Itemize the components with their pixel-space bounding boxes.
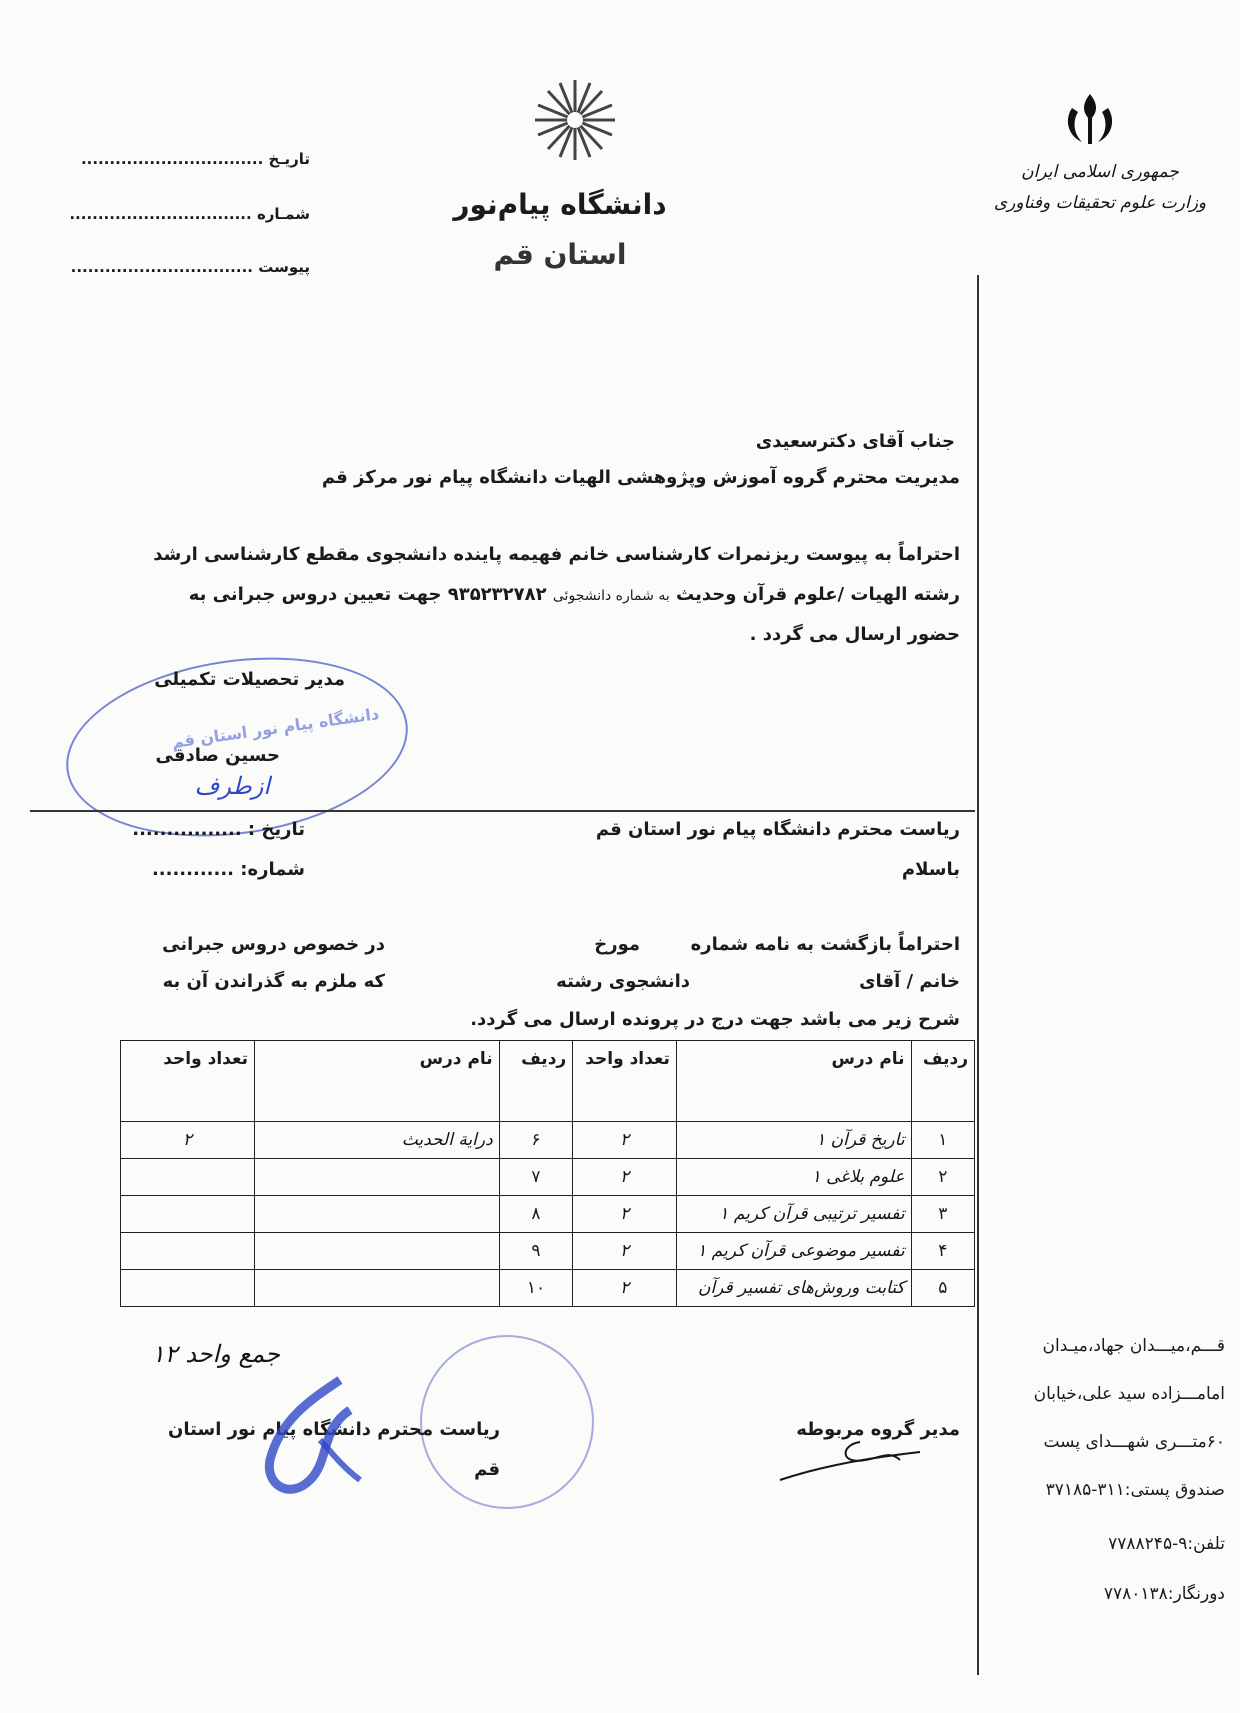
letter2-line1-a: احتراماً بازگشت به نامه شماره xyxy=(690,934,960,955)
letter1-salutation: جناب آقای دکترسعیدی xyxy=(755,431,955,452)
manager-signature-icon xyxy=(770,1430,930,1490)
course-units: ۲ xyxy=(573,1159,677,1196)
address-line4: صندوق پستی:۳۱۱-۳۷۱۸۵ xyxy=(1045,1480,1225,1500)
iran-emblem-icon xyxy=(1060,90,1120,150)
course-name: تفسیر ترتیبی قرآن کریم ۱ xyxy=(676,1196,911,1233)
table-row xyxy=(121,1159,975,1196)
header-course-2: نام درس xyxy=(254,1041,499,1122)
row-no: ۴ xyxy=(911,1233,974,1270)
address-line3: ۶۰متـــری شهـــدای پست xyxy=(1043,1432,1225,1452)
address-phone: تلفن:۹-۷۷۸۸۲۴۵ xyxy=(1108,1534,1225,1554)
header-number-label: شمـاره xyxy=(256,205,310,223)
course-name-2 xyxy=(254,1159,499,1196)
row-no-2: ۷ xyxy=(499,1159,573,1196)
table-row xyxy=(121,1196,975,1233)
letter1-line3: حضور ارسال می گردد . xyxy=(749,624,960,645)
letter2-number: شماره: ............ xyxy=(151,859,305,880)
letter2-line2-b: دانشجوی رشته xyxy=(556,971,690,992)
header-row-no: ردیف xyxy=(911,1041,974,1122)
row-no: ۳ xyxy=(911,1196,974,1233)
letter1-field: رشته الهیات /علوم قرآن وحدیث xyxy=(676,584,960,605)
course-name: علوم بلاغی ۱ xyxy=(676,1159,911,1196)
course-units: ۲ xyxy=(573,1196,677,1233)
row-no: ۲ xyxy=(911,1159,974,1196)
address-line1: قـــم،میـــدان جهاد،میـدان xyxy=(1042,1336,1225,1356)
courses-table xyxy=(120,1040,975,1307)
president-label: ریاست محترم دانشگاه پیام نور استان قم xyxy=(168,1419,500,1480)
letter2-line1-c: در خصوص دروس جبرانی xyxy=(162,934,385,955)
table-row xyxy=(121,1270,975,1307)
letter1-student-no: ۹۳۵۲۳۲۷۸۲ جهت تعیین دروس جبرانی به xyxy=(188,584,547,605)
course-name: کتابت وروش‌های تفسیر قرآن xyxy=(676,1270,911,1307)
course-name-2 xyxy=(254,1196,499,1233)
course-units-2 xyxy=(121,1159,255,1196)
row-no-2: ۶ xyxy=(499,1122,573,1159)
table-row xyxy=(121,1122,975,1159)
handwritten-total: جمع واحد ۱۲ xyxy=(151,1340,280,1368)
course-units: ۲ xyxy=(573,1270,677,1307)
header-attachment-dots: ................................ xyxy=(70,258,253,276)
right-divider xyxy=(977,275,979,1675)
course-name-2 xyxy=(254,1233,499,1270)
letter2-line1-b: مورخ xyxy=(594,934,640,955)
letter2-line3: شرح زیر می باشد جهت درج در پرونده ارسال می گردد. xyxy=(470,1009,960,1030)
course-units-2 xyxy=(121,1196,255,1233)
letter1-line1: احتراماً به پیوست ریزنمرات کارشناسی خانم فهیمه پاینده دانشجوی مقطع کارشناسی ارشد xyxy=(153,544,960,565)
header-units-2: تعداد واحد xyxy=(121,1041,255,1122)
row-no: ۱ xyxy=(911,1122,974,1159)
letter1-student-no-label: به شماره دانشجوئی xyxy=(552,588,670,604)
course-name-2 xyxy=(254,1270,499,1307)
course-units: ۲ xyxy=(573,1122,677,1159)
row-no-2: ۹ xyxy=(499,1233,573,1270)
university-name: دانشگاه پیام‌نور xyxy=(453,188,667,221)
table-row xyxy=(121,1233,975,1270)
letter1-line2 xyxy=(140,575,960,616)
province-name: استان قم xyxy=(493,238,627,271)
header-units: تعداد واحد xyxy=(573,1041,677,1122)
row-no-2: ۸ xyxy=(499,1196,573,1233)
dept-manager-label: مدیر گروه مربوطه xyxy=(796,1419,960,1440)
course-units-2 xyxy=(121,1233,255,1270)
signer-name: حسین صادقی xyxy=(155,745,280,766)
header-attachment-label: پیوست xyxy=(258,258,310,276)
blue-signature-icon xyxy=(250,1370,380,1510)
address-line2: امامـــزاده سید علی،خیابان xyxy=(1033,1384,1225,1404)
header-row-no-2: ردیف xyxy=(499,1041,573,1122)
course-name-2: درایة الحدیث xyxy=(254,1122,499,1159)
handwritten-signature: ازطرف xyxy=(194,772,270,800)
gov-line1: جمهوری اسلامی ایران xyxy=(1021,162,1179,182)
header-attachment xyxy=(60,258,310,276)
header-number-dots: ................................ xyxy=(69,205,252,223)
course-name: تفسیر موضوعی قرآن کریم ۱ xyxy=(676,1233,911,1270)
header-date-dots: ................................ xyxy=(80,150,264,168)
header-date xyxy=(60,150,310,168)
course-name: تاریخ قرآن ۱ xyxy=(676,1122,911,1159)
table-header-row xyxy=(121,1041,975,1122)
row-no: ۵ xyxy=(911,1270,974,1307)
course-units-2: ۲ xyxy=(121,1122,255,1159)
stamp-text: دانشگاه پیام نور استان قم xyxy=(170,704,381,752)
gov-line2: وزارت علوم تحقیقات وفناوری xyxy=(993,193,1207,213)
letter2-date: تاریخ : ................ xyxy=(132,819,305,840)
letter2-greeting: باسلام xyxy=(901,859,960,880)
header-course: نام درس xyxy=(676,1041,911,1122)
letter2-line2-c: که ملزم به گذراندن آن به xyxy=(162,971,385,992)
signer-title: مدیر تحصیلات تکمیلی xyxy=(154,669,345,690)
letter2-line2-a: خانم / آقای xyxy=(859,971,960,992)
header-number xyxy=(60,205,310,223)
letter2-recipient: ریاست محترم دانشگاه پیام نور استان قم xyxy=(595,819,960,840)
course-units-2 xyxy=(121,1270,255,1307)
payame-noor-logo-icon xyxy=(530,75,620,165)
course-units: ۲ xyxy=(573,1233,677,1270)
address-fax: دورنگار:۷۷۸۰۱۳۸ xyxy=(1103,1584,1225,1604)
header-date-label: تاریـخ xyxy=(268,150,310,168)
letter1-recipient: مدیریت محترم گروه آموزش وپژوهشی الهیات دانشگاه پیام نور مرکز قم xyxy=(321,467,960,488)
row-no-2: ۱۰ xyxy=(499,1270,573,1307)
